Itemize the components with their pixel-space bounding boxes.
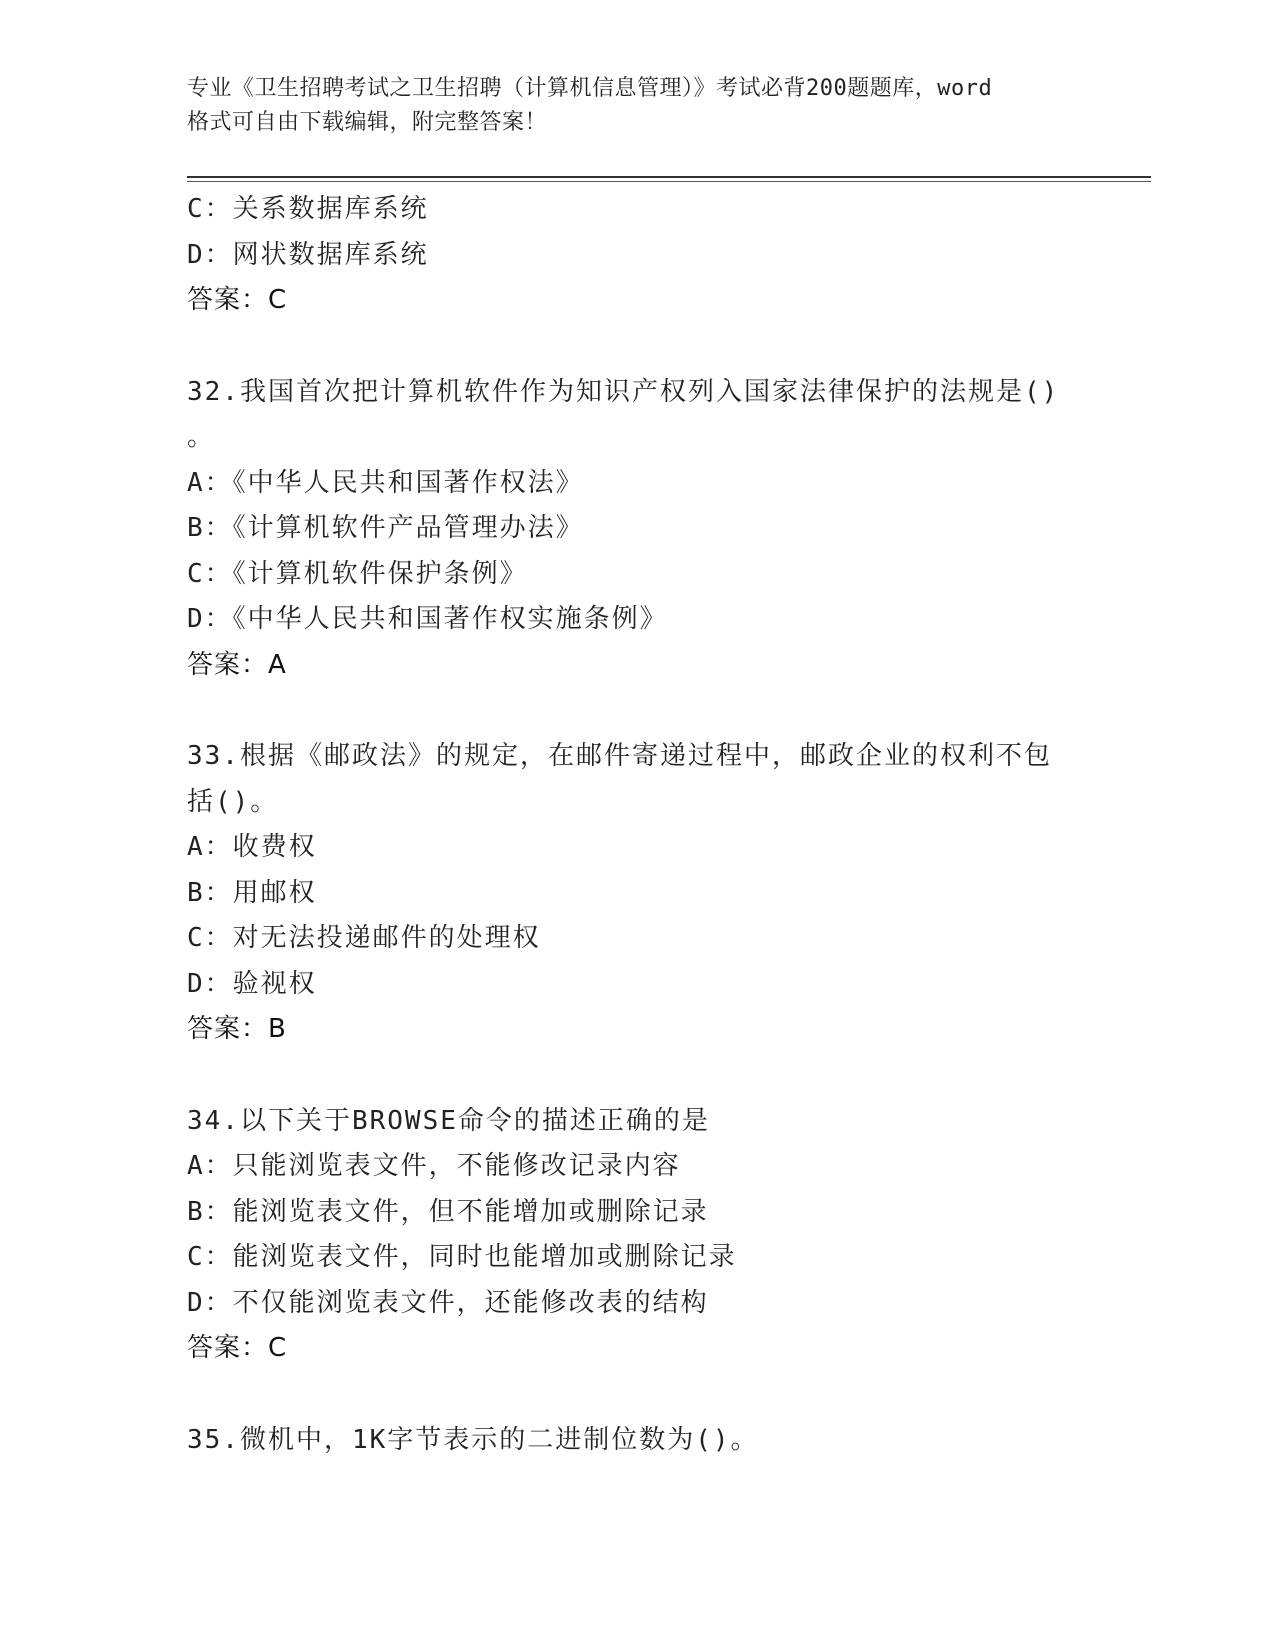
question-text: 34.以下关于BROWSE命令的描述正确的是 xyxy=(187,1105,710,1136)
spacer xyxy=(187,1053,1087,1099)
header-divider-thick xyxy=(187,176,1151,178)
option-d: D：网状数据库系统 xyxy=(187,239,429,270)
question-33 xyxy=(187,734,1087,1053)
spacer xyxy=(187,1372,1087,1418)
document-body xyxy=(187,187,1087,1463)
header-line-1: 专业《卫生招聘考试之卫生招聘（计算机信息管理）》考试必背200题题库，word xyxy=(187,76,993,101)
answer: 答案：B xyxy=(187,1014,287,1044)
question-31-continuation xyxy=(187,187,1087,324)
option-c: C：能浏览表文件，同时也能增加或删除记录 xyxy=(187,1242,737,1272)
question-text-continued: 。 xyxy=(187,422,216,452)
question-text: 35.微机中，1K字节表示的二进制位数为()。 xyxy=(187,1424,759,1455)
answer: 答案：C xyxy=(187,1333,288,1363)
option-c: C：《计算机软件保护条例》 xyxy=(187,558,528,589)
option-b: B：能浏览表文件，但不能增加或删除记录 xyxy=(187,1196,709,1227)
option-a: A：收费权 xyxy=(187,832,317,862)
document-header xyxy=(187,72,1087,140)
option-b: B：用邮权 xyxy=(187,877,317,908)
option-a: A：《中华人民共和国著作权法》 xyxy=(187,467,584,498)
header-line-2: 格式可自由下载编辑，附完整答案！ xyxy=(187,110,548,135)
option-d: D：不仅能浏览表文件，还能修改表的结构 xyxy=(187,1287,709,1318)
option-b: B：《计算机软件产品管理办法》 xyxy=(187,513,584,543)
answer: 答案：C xyxy=(187,285,288,315)
header-divider-thin xyxy=(187,181,1151,182)
question-34 xyxy=(187,1099,1087,1372)
question-text: 33.根据《邮政法》的规定，在邮件寄递过程中，邮政企业的权利不包 xyxy=(187,741,1052,771)
spacer xyxy=(187,688,1087,734)
question-text: 32.我国首次把计算机软件作为知识产权列入国家法律保护的法规是() xyxy=(187,376,1060,407)
spacer xyxy=(187,324,1087,370)
question-32 xyxy=(187,370,1087,689)
option-d: D：《中华人民共和国著作权实施条例》 xyxy=(187,604,668,634)
option-c: C：关系数据库系统 xyxy=(187,194,429,224)
option-c: C：对无法投递邮件的处理权 xyxy=(187,923,541,953)
answer: 答案：A xyxy=(187,649,287,680)
question-text-continued: 括()。 xyxy=(187,786,279,817)
option-a: A：只能浏览表文件，不能修改记录内容 xyxy=(187,1151,681,1181)
option-d: D：验视权 xyxy=(187,968,317,999)
question-35 xyxy=(187,1418,1087,1464)
